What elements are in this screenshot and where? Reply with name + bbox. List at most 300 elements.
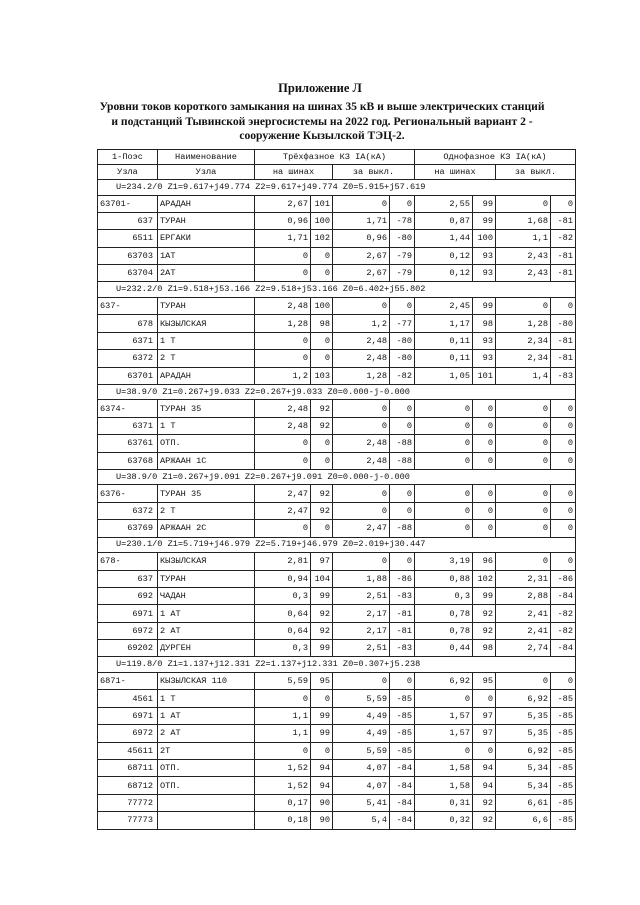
node-number-cell: 6372: [98, 502, 158, 519]
node-number-cell: 692: [98, 587, 158, 604]
value-cell: 1,1: [496, 230, 551, 247]
value-cell: 0: [390, 195, 415, 212]
value-cell: -86: [390, 570, 415, 587]
node-name-cell: ТУРАН 35: [158, 400, 255, 417]
node-number-cell: 6371: [98, 417, 158, 434]
value-cell: -85: [551, 742, 576, 759]
value-cell: 0: [496, 672, 551, 689]
node-number-cell: 4561: [98, 690, 158, 707]
value-cell: 0: [255, 690, 311, 707]
value-cell: -85: [551, 759, 576, 776]
value-cell: 0: [415, 417, 473, 434]
value-cell: 104: [311, 570, 333, 587]
node-number-cell: 63768: [98, 452, 158, 469]
node-number-cell: 6376-: [98, 485, 158, 502]
node-number-cell: 77772: [98, 794, 158, 811]
value-cell: 6,92: [496, 690, 551, 707]
node-number-cell: 63703: [98, 247, 158, 264]
value-cell: 1,2: [255, 367, 311, 384]
table-row: [98, 435, 576, 452]
value-cell: -88: [390, 520, 415, 537]
value-cell: -80: [390, 350, 415, 367]
node-number-cell: 678-: [98, 553, 158, 570]
node-name-cell: [158, 794, 255, 811]
node-name-cell: АРАДАН: [158, 195, 255, 212]
value-cell: -80: [551, 315, 576, 332]
value-cell: 1,68: [496, 212, 551, 229]
value-cell: 100: [311, 297, 333, 314]
value-cell: -85: [390, 707, 415, 724]
value-cell: 0: [473, 690, 496, 707]
value-cell: 92: [473, 794, 496, 811]
value-cell: 4,07: [333, 777, 390, 794]
value-cell: 100: [473, 230, 496, 247]
node-name-cell: ЕРГАКИ: [158, 230, 255, 247]
value-cell: 0: [551, 400, 576, 417]
value-cell: 2,67: [333, 265, 390, 282]
node-name-cell: АРАДАН: [158, 367, 255, 384]
value-cell: 2,41: [496, 622, 551, 639]
value-cell: 2,48: [333, 435, 390, 452]
value-cell: 0,78: [415, 605, 473, 622]
value-cell: 0,94: [255, 570, 311, 587]
value-cell: 102: [473, 570, 496, 587]
node-name-cell: АРЖААН 2С: [158, 520, 255, 537]
table-body: [98, 150, 576, 830]
value-cell: -80: [390, 230, 415, 247]
value-cell: 100: [311, 212, 333, 229]
value-cell: -85: [551, 707, 576, 724]
value-cell: -81: [390, 605, 415, 622]
node-number-cell: 6972: [98, 622, 158, 639]
value-cell: 92: [311, 485, 333, 502]
value-cell: 0: [390, 417, 415, 434]
value-cell: 1,58: [415, 777, 473, 794]
value-cell: 1,28: [255, 315, 311, 332]
value-cell: 0: [473, 520, 496, 537]
node-name-cell: [158, 812, 255, 829]
value-cell: 0: [473, 485, 496, 502]
header-cell: на шинах: [255, 165, 333, 180]
node-number-cell: 637: [98, 570, 158, 587]
value-cell: 101: [311, 195, 333, 212]
value-cell: 0: [255, 742, 311, 759]
value-cell: 2,47: [255, 502, 311, 519]
node-name-cell: ДУРГЕН: [158, 640, 255, 657]
value-cell: -85: [390, 742, 415, 759]
value-cell: 2,48: [255, 417, 311, 434]
value-cell: -84: [390, 777, 415, 794]
value-cell: -84: [390, 794, 415, 811]
value-cell: 2,34: [496, 350, 551, 367]
value-cell: 99: [473, 212, 496, 229]
node-number-cell: 6371: [98, 332, 158, 349]
value-cell: 0: [415, 502, 473, 519]
value-cell: 0: [496, 400, 551, 417]
value-cell: 2,45: [415, 297, 473, 314]
value-cell: 94: [473, 759, 496, 776]
value-cell: 1,17: [415, 315, 473, 332]
value-cell: 2,41: [496, 605, 551, 622]
value-cell: 2,74: [496, 640, 551, 657]
node-name-cell: ОТП.: [158, 435, 255, 452]
value-cell: 0: [255, 265, 311, 282]
table-row: [98, 605, 576, 622]
table-row: [98, 640, 576, 657]
value-cell: 0: [496, 502, 551, 519]
value-cell: 0: [551, 195, 576, 212]
node-number-cell: 6971: [98, 707, 158, 724]
value-cell: 0: [415, 742, 473, 759]
value-cell: 2,88: [496, 587, 551, 604]
value-cell: 94: [473, 777, 496, 794]
value-cell: 0: [311, 265, 333, 282]
node-name-cell: 1 АТ: [158, 707, 255, 724]
node-name-cell: ТУРАН: [158, 297, 255, 314]
value-cell: 0: [496, 553, 551, 570]
table-row: [98, 350, 576, 367]
header-cell: Трёхфазное КЗ IА(кА): [255, 150, 415, 165]
node-number-cell: 6374-: [98, 400, 158, 417]
value-cell: -85: [551, 690, 576, 707]
node-name-cell: 1АТ: [158, 247, 255, 264]
header-cell: 1-Поэс: [98, 150, 158, 165]
node-number-cell: 45611: [98, 742, 158, 759]
value-cell: 95: [311, 672, 333, 689]
value-cell: 2,43: [496, 247, 551, 264]
value-cell: -82: [551, 622, 576, 639]
value-cell: 2,47: [333, 520, 390, 537]
value-cell: 6,92: [415, 672, 473, 689]
value-cell: 0,88: [415, 570, 473, 587]
value-cell: 5,35: [496, 707, 551, 724]
value-cell: 0: [415, 435, 473, 452]
value-cell: 0,44: [415, 640, 473, 657]
table-row: [98, 485, 576, 502]
node-number-cell: 63701-: [98, 195, 158, 212]
value-cell: 0: [551, 672, 576, 689]
value-cell: 0: [473, 452, 496, 469]
table-row: [98, 794, 576, 811]
value-cell: 2,51: [333, 640, 390, 657]
value-cell: -81: [551, 212, 576, 229]
value-cell: -82: [551, 230, 576, 247]
value-cell: 96: [473, 553, 496, 570]
value-cell: 0: [551, 435, 576, 452]
value-cell: 94: [311, 777, 333, 794]
value-cell: 6,61: [496, 794, 551, 811]
value-cell: -78: [390, 212, 415, 229]
value-cell: 0,96: [333, 230, 390, 247]
table-row: [98, 332, 576, 349]
value-cell: 0,3: [415, 587, 473, 604]
value-cell: 99: [311, 725, 333, 742]
table-row: [98, 367, 576, 384]
value-cell: 2,47: [255, 485, 311, 502]
value-cell: 0: [255, 520, 311, 537]
value-cell: 4,49: [333, 725, 390, 742]
value-cell: 99: [473, 587, 496, 604]
value-cell: 103: [311, 367, 333, 384]
value-cell: 2,48: [333, 452, 390, 469]
section-header-row: [98, 384, 576, 400]
value-cell: 1,05: [415, 367, 473, 384]
value-cell: -85: [390, 690, 415, 707]
value-cell: 98: [311, 315, 333, 332]
node-number-cell: 6971: [98, 605, 158, 622]
value-cell: 2,17: [333, 605, 390, 622]
node-name-cell: 1 Т: [158, 332, 255, 349]
value-cell: 0: [496, 417, 551, 434]
value-cell: -82: [390, 367, 415, 384]
value-cell: 0: [390, 502, 415, 519]
value-cell: -81: [390, 622, 415, 639]
node-number-cell: 678: [98, 315, 158, 332]
value-cell: 0,18: [255, 812, 311, 829]
node-name-cell: АРЖААН 1С: [158, 452, 255, 469]
section-parameters: U=232.2/0 Z1=9.518+j53.166 Z2=9.518+j53.166 Z0=6.402+j55.802: [98, 282, 576, 298]
node-name-cell: 1 Т: [158, 417, 255, 434]
value-cell: -79: [390, 265, 415, 282]
node-name-cell: КЫЗЫЛСКАЯ 110: [158, 672, 255, 689]
value-cell: 0,12: [415, 247, 473, 264]
value-cell: 99: [311, 587, 333, 604]
section-header-row: [98, 537, 576, 553]
value-cell: 92: [473, 812, 496, 829]
value-cell: 1,2: [333, 315, 390, 332]
value-cell: -88: [390, 435, 415, 452]
section-header-row: [98, 180, 576, 196]
value-cell: 92: [311, 622, 333, 639]
section-parameters: U=230.1/0 Z1=5.719+j46.979 Z2=5.719+j46.979 Z0=2.019+j30.447: [98, 537, 576, 553]
value-cell: 2,17: [333, 622, 390, 639]
header-cell: Однофазное КЗ IА(кА): [415, 150, 576, 165]
value-cell: -77: [390, 315, 415, 332]
value-cell: 2,81: [255, 553, 311, 570]
value-cell: 0: [311, 742, 333, 759]
table-row: [98, 587, 576, 604]
value-cell: 97: [473, 707, 496, 724]
table-row: [98, 265, 576, 282]
node-number-cell: 63701: [98, 367, 158, 384]
value-cell: 1,1: [255, 707, 311, 724]
node-name-cell: 2 Т: [158, 350, 255, 367]
value-cell: 92: [311, 417, 333, 434]
value-cell: 1,28: [496, 315, 551, 332]
table-row: [98, 400, 576, 417]
value-cell: 1,88: [333, 570, 390, 587]
value-cell: 0: [496, 435, 551, 452]
header-cell: за выкл.: [496, 165, 576, 180]
value-cell: 4,07: [333, 759, 390, 776]
table-row: [98, 230, 576, 247]
value-cell: -85: [551, 725, 576, 742]
value-cell: 0,64: [255, 605, 311, 622]
node-number-cell: 6871-: [98, 672, 158, 689]
value-cell: 0: [333, 417, 390, 434]
node-number-cell: 68712: [98, 777, 158, 794]
table-row: [98, 672, 576, 689]
node-name-cell: 1 Т: [158, 690, 255, 707]
node-number-cell: 637: [98, 212, 158, 229]
value-cell: 93: [473, 350, 496, 367]
value-cell: 0: [551, 485, 576, 502]
value-cell: 5,34: [496, 759, 551, 776]
value-cell: 92: [473, 605, 496, 622]
value-cell: 0: [390, 485, 415, 502]
table-row: [98, 502, 576, 519]
table-row: [98, 812, 576, 829]
value-cell: 2,48: [255, 297, 311, 314]
value-cell: 94: [311, 759, 333, 776]
value-cell: 0: [551, 297, 576, 314]
value-cell: 0: [311, 332, 333, 349]
value-cell: 0: [415, 485, 473, 502]
value-cell: -86: [551, 570, 576, 587]
value-cell: 92: [311, 605, 333, 622]
table-row: [98, 247, 576, 264]
table-row: [98, 297, 576, 314]
node-name-cell: ТУРАН: [158, 212, 255, 229]
document-title: Уровни токов короткого замыкания на шинах 35 кВ и выше электрических станций и подстанций Тывинской энергосистемы на 2022 год. Региональный вариант 2 - сооружение Кызылской ТЭЦ-2.: [99, 100, 545, 142]
header-cell: Узла: [158, 165, 255, 180]
value-cell: 0: [473, 742, 496, 759]
node-number-cell: 68711: [98, 759, 158, 776]
value-cell: -83: [390, 640, 415, 657]
section-parameters: U=119.8/0 Z1=1.137+j12.331 Z2=1.137+j12.331 Z0=0.307+j5.238: [98, 657, 576, 673]
header-cell: Узла: [98, 165, 158, 180]
value-cell: -83: [551, 367, 576, 384]
node-number-cell: 63769: [98, 520, 158, 537]
header-cell: на шинах: [415, 165, 496, 180]
value-cell: 0,96: [255, 212, 311, 229]
value-cell: 1,52: [255, 777, 311, 794]
value-cell: 4,49: [333, 707, 390, 724]
node-number-cell: 637-: [98, 297, 158, 314]
value-cell: 2,67: [255, 195, 311, 212]
value-cell: 98: [473, 315, 496, 332]
value-cell: 0: [496, 485, 551, 502]
value-cell: 93: [473, 265, 496, 282]
value-cell: 2,67: [333, 247, 390, 264]
table-row: [98, 195, 576, 212]
value-cell: 0: [255, 332, 311, 349]
value-cell: 99: [473, 195, 496, 212]
value-cell: -81: [551, 247, 576, 264]
section-parameters: U=38.9/0 Z1=0.267+j9.033 Z2=0.267+j9.033 Z0=0.000-j-0.000: [98, 384, 576, 400]
node-number-cell: 6972: [98, 725, 158, 742]
value-cell: 0: [311, 247, 333, 264]
node-name-cell: 2АТ: [158, 265, 255, 282]
value-cell: 0,31: [415, 794, 473, 811]
value-cell: 0: [473, 417, 496, 434]
value-cell: 0: [551, 553, 576, 570]
value-cell: -85: [551, 812, 576, 829]
appendix-heading: Приложение Л: [278, 81, 362, 95]
node-name-cell: 2 Т: [158, 502, 255, 519]
value-cell: 0: [311, 690, 333, 707]
value-cell: -85: [551, 777, 576, 794]
value-cell: 0,12: [415, 265, 473, 282]
header-cell: Наименование: [158, 150, 255, 165]
value-cell: 5,59: [333, 742, 390, 759]
value-cell: -85: [551, 794, 576, 811]
header-cell: за выкл.: [333, 165, 415, 180]
value-cell: -81: [551, 350, 576, 367]
value-cell: 0: [333, 672, 390, 689]
value-cell: 0: [311, 452, 333, 469]
table-row: [98, 777, 576, 794]
value-cell: 0: [333, 485, 390, 502]
value-cell: 0: [415, 400, 473, 417]
value-cell: 0: [415, 690, 473, 707]
table-row: [98, 417, 576, 434]
value-cell: -83: [390, 587, 415, 604]
value-cell: 2,43: [496, 265, 551, 282]
node-number-cell: 77773: [98, 812, 158, 829]
value-cell: 6,6: [496, 812, 551, 829]
value-cell: 1,71: [333, 212, 390, 229]
section-header-row: [98, 657, 576, 673]
value-cell: 5,4: [333, 812, 390, 829]
node-number-cell: 63704: [98, 265, 158, 282]
value-cell: -82: [551, 605, 576, 622]
value-cell: 95: [473, 672, 496, 689]
value-cell: 5,59: [255, 672, 311, 689]
value-cell: 1,57: [415, 707, 473, 724]
value-cell: 1,28: [333, 367, 390, 384]
value-cell: 5,59: [333, 690, 390, 707]
value-cell: 0: [311, 435, 333, 452]
value-cell: -84: [551, 640, 576, 657]
value-cell: 0: [551, 417, 576, 434]
table-row: [98, 690, 576, 707]
value-cell: 97: [473, 725, 496, 742]
value-cell: -81: [551, 265, 576, 282]
node-name-cell: ТУРАН: [158, 570, 255, 587]
value-cell: 99: [473, 297, 496, 314]
node-number-cell: 69202: [98, 640, 158, 657]
value-cell: 6,92: [496, 742, 551, 759]
value-cell: -81: [551, 332, 576, 349]
header-row-1: [98, 150, 576, 165]
value-cell: 0: [333, 195, 390, 212]
value-cell: -88: [390, 452, 415, 469]
value-cell: 0: [415, 520, 473, 537]
node-name-cell: 2 АТ: [158, 622, 255, 639]
value-cell: 0: [473, 400, 496, 417]
value-cell: 0: [311, 520, 333, 537]
value-cell: 0: [551, 502, 576, 519]
value-cell: 2,51: [333, 587, 390, 604]
value-cell: 3,19: [415, 553, 473, 570]
section-parameters: U=38.9/0 Z1=0.267+j9.091 Z2=0.267+j9.091 Z0=0.000-j-0.000: [98, 469, 576, 485]
table-row: [98, 725, 576, 742]
node-name-cell: ТУРАН 35: [158, 485, 255, 502]
value-cell: 93: [473, 332, 496, 349]
value-cell: 0,17: [255, 794, 311, 811]
value-cell: 0: [333, 400, 390, 417]
value-cell: 92: [311, 502, 333, 519]
value-cell: 90: [311, 794, 333, 811]
value-cell: -84: [390, 812, 415, 829]
value-cell: 0: [496, 297, 551, 314]
table-row: [98, 452, 576, 469]
value-cell: 0: [473, 435, 496, 452]
value-cell: 0,3: [255, 587, 311, 604]
node-name-cell: КЫЗЫЛСКАЯ: [158, 315, 255, 332]
node-number-cell: 6511: [98, 230, 158, 247]
